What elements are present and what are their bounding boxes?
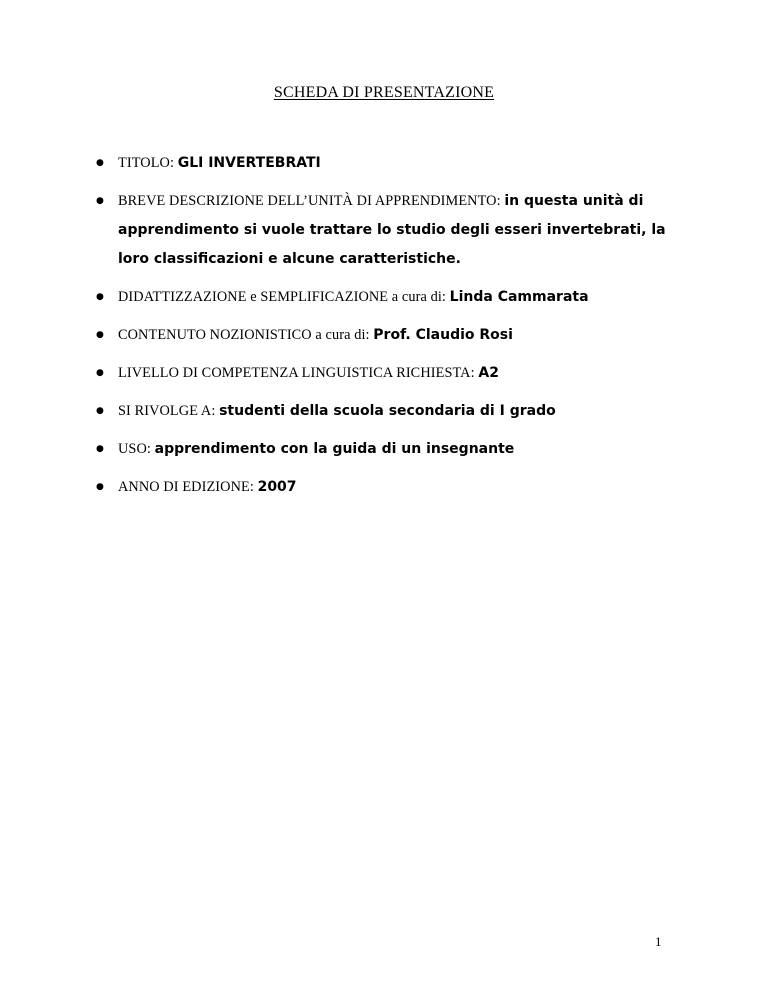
item-value: in questa unità di apprendimento si vuole trattare lo studio degli esseri invertebrati, la loro classificazioni e alcune caratteristiche. [118,193,666,267]
item-value: 2007 [257,479,297,495]
list-item-titolo [96,149,678,178]
item-value: Prof. Claudio Rosi [373,327,513,343]
item-label: CONTENUTO NOZIONISTICO a cura di: [118,327,374,343]
item-label: TITOLO: [118,155,178,171]
page-number: 1 [655,934,662,949]
bullet-icon: ● [96,330,104,340]
bullet-icon: ● [96,406,104,416]
bullet-icon: ● [96,292,104,302]
item-label: SI RIVOLGE A: [118,403,220,419]
presentation-list [96,149,678,511]
item-label: USO: [118,441,155,457]
item-value: studenti della scuola secondaria di I grado [219,403,556,419]
item-label: ANNO DI EDIZIONE: [118,479,258,495]
list-item-anno [96,473,678,502]
item-label: BREVE DESCRIZIONE DELL’UNITÀ DI APPRENDIMENTO: [118,193,505,209]
bullet-icon: ● [96,368,104,378]
list-item-livello [96,359,678,388]
item-value: A2 [478,365,499,381]
list-item-uso [96,435,678,464]
bullet-icon: ● [96,482,104,492]
item-value: GLI INVERTEBRATI [177,155,321,171]
item-value: apprendimento con la guida di un insegnante [154,441,515,457]
bullet-icon: ● [96,158,104,168]
document-title: SCHEDA DI PRESENTAZIONE [273,84,495,101]
list-item-destinatari [96,397,678,426]
bullet-icon: ● [96,196,104,206]
item-value: Linda Cammarata [449,289,589,305]
list-item-didattizzazione [96,283,678,312]
bullet-icon: ● [96,444,104,454]
list-item-contenuto [96,321,678,350]
item-label: DIDATTIZZAZIONE e SEMPLIFICAZIONE a cura di: [118,289,450,305]
list-item-descrizione [96,187,678,274]
item-label: LIVELLO DI COMPETENZA LINGUISTICA RICHIESTA: [118,365,479,381]
